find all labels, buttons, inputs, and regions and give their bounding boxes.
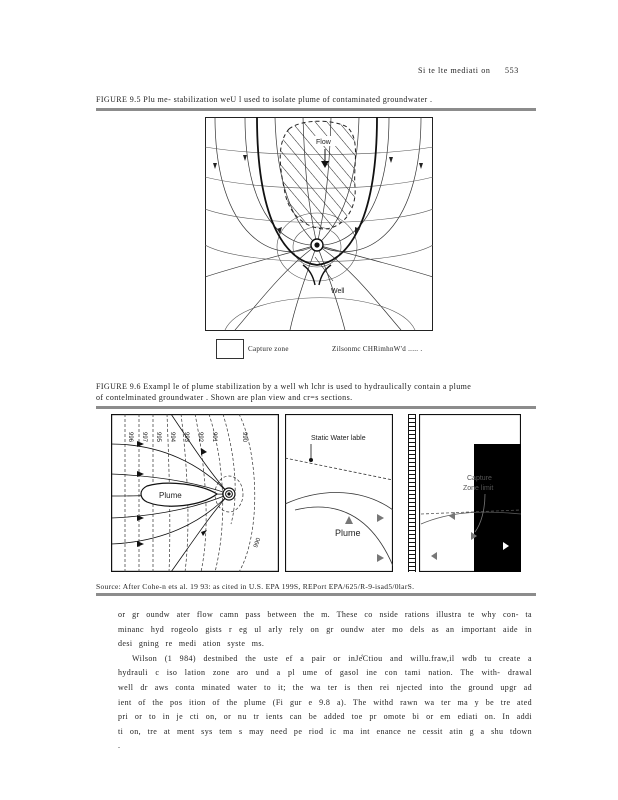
body-paragraph-2: Wilson (1 984) destnibed the uste ef a pair or inJe̊Ctiou and willu.fraw,il wdb tu create a hydrauli c iso lation zone aro und a pl ume of gasol ine con tami nation. The with- drawal well dr aws conta minated water to it; the wa ter is then rei njected into the ground upgr ad ient of the pos ition of the plume (Fi gur e 9.8 a). The withd rawn wa ter ma y be tre ated pri or to in je cti on, or nu tr ients can be added toe pr omote bi or em ediati on. In addi ti on, tre at ment sys tem s may need pe riod ic ma int enance ne cessit atin g a shu tdown . <box>118 653 532 751</box>
water-table-marker <box>309 458 313 462</box>
contour-label: 991 <box>211 432 217 443</box>
capture-zone-legend-label: Capture zone <box>248 345 289 353</box>
figure-9-6-caption-line2: of contelminated groundwater . Shown are plan view and cr=s sections. <box>96 393 353 402</box>
body-text <box>118 608 532 754</box>
contour-label: 996 <box>127 432 133 443</box>
stagnation-cusp <box>303 265 331 285</box>
contour-label: 997 <box>141 432 147 443</box>
well-casing <box>408 414 416 572</box>
static-water-table <box>285 458 393 480</box>
caption-rule <box>96 108 536 111</box>
figure-9-6-section-left <box>285 414 393 572</box>
plan-plume-label: Plume <box>159 491 182 500</box>
body-paragraph-1: or gr oundw ater flow camn pass between the m. These co nside rations illustra te why con- ta minanc hyd rogeolo gists r eg ul arly rely on gr oundw ater mo dels as an important aide in desi gning re medi ation syste ms. <box>118 610 532 649</box>
section-plume-label: Plume <box>335 528 361 538</box>
contour-label: 994 <box>169 432 175 443</box>
section-flow-arrows <box>345 514 384 562</box>
contour-label: 990 <box>253 537 263 549</box>
contour-label: 995 <box>155 432 161 443</box>
caption-rule-2 <box>96 406 536 409</box>
section-right-dark-block <box>474 444 521 572</box>
figure-9-5-caption: FIGURE 9.5 Plu me- stabilization weU l used to isolate plume of contaminated groundwater . <box>96 95 433 104</box>
contaminated-legend-label: Zilsonmc CHRimhnW'd ..... . <box>332 345 423 353</box>
figure-9-6-plan-view <box>111 414 279 572</box>
capture-zone-limit-label-2: Zone limit <box>463 485 494 492</box>
page-number: 553 <box>505 66 519 75</box>
figure-9-6-source: Source: After Cohe-n ets al. 19 93: as cited in U.S. EPA 199S, REPort EPA/625/R-9-isad5/0larS. <box>96 582 415 591</box>
figure-9-6-section-right <box>419 414 521 572</box>
contour-label: 990 <box>241 432 247 443</box>
figure-9-5-diagram <box>205 117 433 331</box>
well-label: Well <box>331 288 345 295</box>
contour-label: 993 <box>183 432 189 443</box>
capture-zone-legend-swatch <box>216 339 244 359</box>
capture-zone-limit-label: Capture <box>467 475 492 482</box>
figure-9-6-caption-line1: FIGURE 9.6 Exampl le of plume stabilization by a well wh lchr is used to hydraulically contain a plume <box>96 382 472 391</box>
source-rule <box>96 593 536 596</box>
figure-9-6-caption <box>96 381 536 403</box>
static-water-table-label: Static Water lable <box>311 435 366 442</box>
flow-label: Flow <box>316 139 331 146</box>
well-core <box>314 242 319 247</box>
right-flow-arrows <box>431 512 477 560</box>
running-header <box>418 66 519 75</box>
contour-label: 992 <box>197 432 203 443</box>
running-title: Si te lte mediati on <box>418 66 491 75</box>
plan-well-core <box>227 492 230 495</box>
plume-boundary <box>285 493 393 510</box>
